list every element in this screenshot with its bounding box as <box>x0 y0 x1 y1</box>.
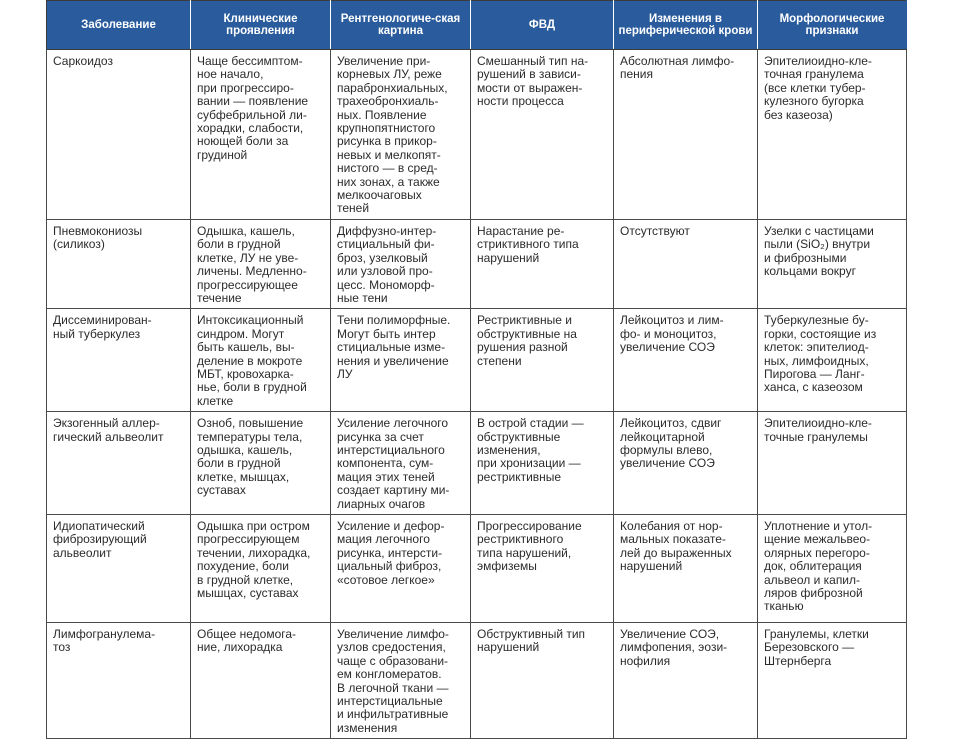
cell-xray: Тени полиморфные. Могут быть интер стициальные изме- нения и увеличение ЛУ <box>331 309 471 412</box>
cell-clinical: Озноб, повышение температуры тела, одышка, кашель, боли в грудной клетке, мышцах, суставах <box>191 412 331 515</box>
cell-blood: Абсолютная лимфо- пения <box>614 50 758 220</box>
cell-clinical: Чаще бессимптом- ное начало, при прогрессиро- вании — появление субфебрильной ли- хорадки, слабости, ноющей боли за грудиной <box>191 50 331 220</box>
cell-fvd: Обструктивный тип нарушений <box>471 623 614 739</box>
header-clinical-manifestations: Клинические проявления <box>191 1 331 50</box>
header-fvd: ФВД <box>471 1 614 50</box>
cell-morphology: Эпителиоидно-кле- точные гранулемы <box>758 412 907 515</box>
cell-disease: Идиопатический фиброзирующий альвеолит <box>47 515 191 623</box>
diagnosis-comparison-table <box>46 0 907 739</box>
cell-xray: Увеличение лимфо- узлов средостения, чаще с образовани- ем конгломератов. В легочной ткани — интерстициальные и инфильтративные изменения <box>331 623 471 739</box>
header-blood-changes: Изменения в периферической крови <box>614 1 758 50</box>
cell-disease: Саркоидоз <box>47 50 191 220</box>
cell-xray: Усиление легочного рисунка за счет интерстициального компонента, сум- мация этих теней создает картину ми- лиарных очагов <box>331 412 471 515</box>
cell-xray: Увеличение при- корневых ЛУ, реже парабронхиальных, трахеобронхиаль- ных. Появление крупнопятнистого рисунка в прикор- невых и мелкопят- нистого — в сред- них зонах, а также мелкоочаговых теней <box>331 50 471 220</box>
cell-disease: Диссеминирован- ный туберкулез <box>47 309 191 412</box>
cell-blood: Колебания от нор- мальных показате- лей до выраженных нарушений <box>614 515 758 623</box>
table-row <box>47 309 907 412</box>
cell-fvd: В острой стадии — обструктивные изменения, при хронизации — рестриктивные <box>471 412 614 515</box>
cell-morphology: Гранулемы, клетки Березовского — Штернберга <box>758 623 907 739</box>
cell-blood: Отсутствуют <box>614 219 758 308</box>
cell-fvd: Смешанный тип на- рушений в зависи- мости от выражен- ности процесса <box>471 50 614 220</box>
header-disease: Заболевание <box>47 1 191 50</box>
table-container <box>46 0 906 739</box>
cell-xray: Диффузно-интер- стициальный фи- броз, узелковый или узловой про- цесс. Мономорф- ные тени <box>331 219 471 308</box>
cell-disease: Лимфогранулема- тоз <box>47 623 191 739</box>
table-row <box>47 515 907 623</box>
cell-disease: Экзогенный аллер- гический альвеолит <box>47 412 191 515</box>
cell-disease: Пневмокониозы (силикоз) <box>47 219 191 308</box>
cell-morphology: Эпителиоидно-кле- точная гранулема (все клетки тубер- кулезного бугорка без казеоза) <box>758 50 907 220</box>
cell-xray: Усиление и дефор- мация легочного рисунка, интерсти- циальный фиброз, «сотовое легкое» <box>331 515 471 623</box>
table-row <box>47 412 907 515</box>
cell-morphology: Уплотнение и утол- щение межальвео- олярных перегоро- док, облитерация альвеол и капил- ляров фиброзной тканью <box>758 515 907 623</box>
header-xray-picture: Рентгенологиче-ская картина <box>331 1 471 50</box>
header-row <box>47 1 907 50</box>
cell-clinical: Интоксикационный синдром. Могут быть кашель, вы- деление в мокроте МБТ, кровохарка- нье, боли в грудной клетке <box>191 309 331 412</box>
cell-morphology: Узелки с частицами пыли (SiO₂) внутри и фиброзными кольцами вокруг <box>758 219 907 308</box>
cell-clinical: Одышка, кашель, боли в грудной клетке, ЛУ не уве- личены. Медленно- прогрессирующее течение <box>191 219 331 308</box>
cell-fvd: Рестриктивные и обструктивные на рушения разной степени <box>471 309 614 412</box>
cell-blood: Увеличение СОЭ, лимфопения, эози- нофилия <box>614 623 758 739</box>
cell-fvd: Нарастание ре- стриктивного типа нарушений <box>471 219 614 308</box>
cell-clinical: Общее недомога- ние, лихорадка <box>191 623 331 739</box>
cell-blood: Лейкоцитоз, сдвиг лейкоцитарной формулы влево, увеличение СОЭ <box>614 412 758 515</box>
cell-fvd: Прогрессирование рестриктивного типа нарушений, эмфиземы <box>471 515 614 623</box>
table-row <box>47 50 907 220</box>
table-row <box>47 219 907 308</box>
header-morphology: Морфологические признаки <box>758 1 907 50</box>
cell-morphology: Туберкулезные бу- горки, состоящие из клеток: эпителиод- ных, лимфоидных, Пирогова — Ланг- ханса, с казеозом <box>758 309 907 412</box>
cell-blood: Лейкоцитоз и лим- фо- и моноцитоз, увеличение СОЭ <box>614 309 758 412</box>
table-row <box>47 623 907 739</box>
cell-clinical: Одышка при остром прогрессирующем течении, лихорадка, похудение, боли в грудной клетке, мышцах, суставах <box>191 515 331 623</box>
